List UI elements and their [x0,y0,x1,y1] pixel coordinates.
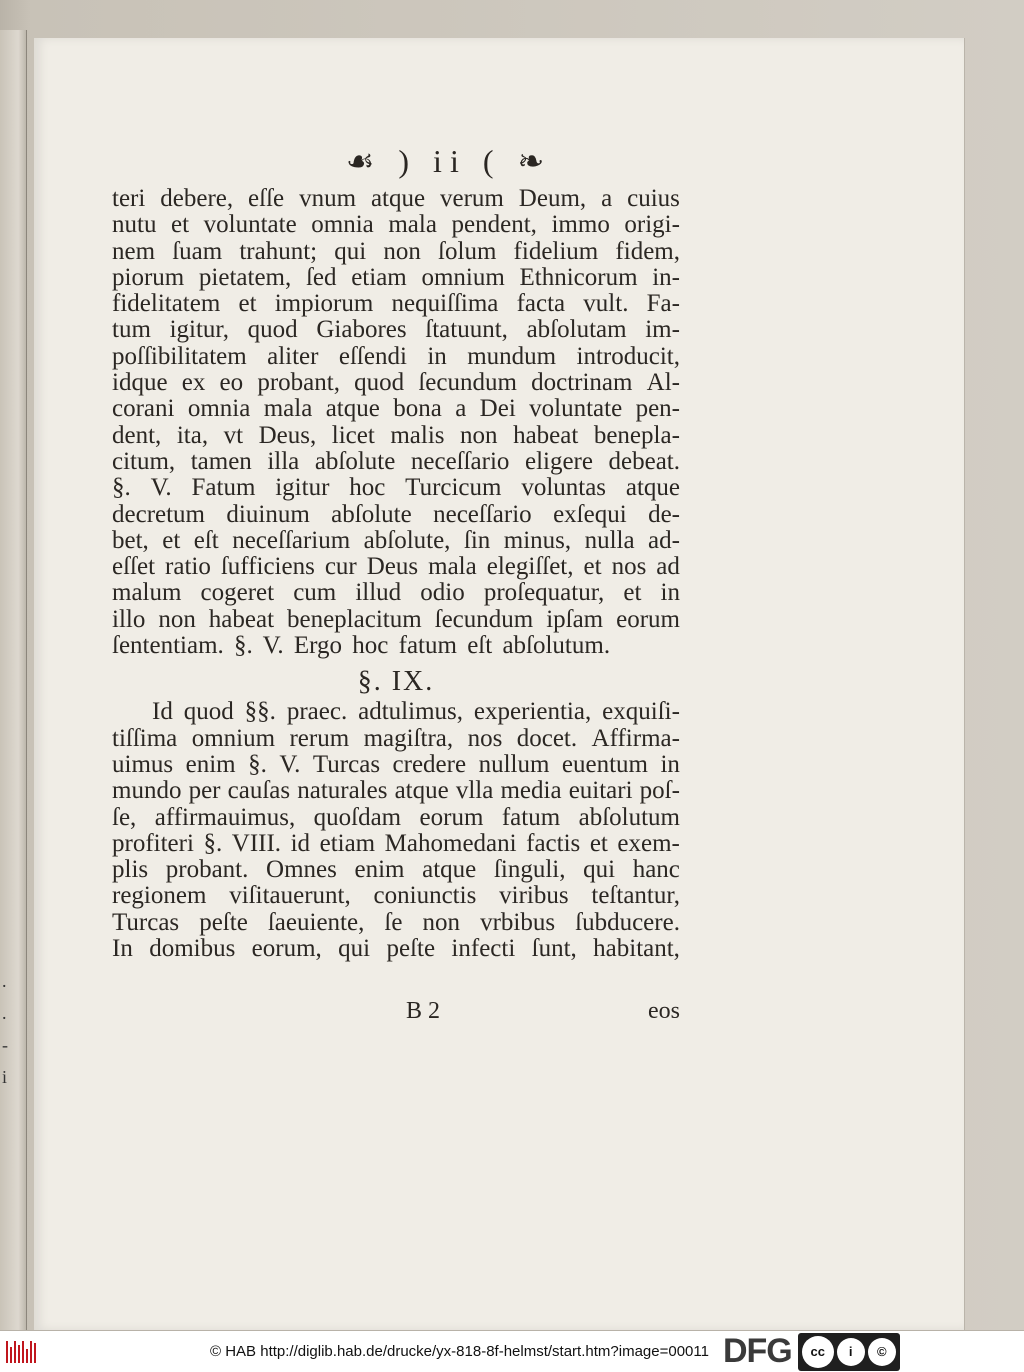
text-line: plis probant. Omnes enim atque ſinguli, qui hanc [112,856,680,884]
text-line: profiteri §. VIII. id etiam Mahomedani factis et exem- [112,829,680,857]
text-line: bet, et eſt neceſſarium abſolute, ſin minus, nulla ad- [112,526,680,554]
text-line: In domibus eorum, qui peſte infecti ſunt, habitant, [112,935,680,963]
section-heading: §. IX. [357,666,435,698]
text-line: nutu et voluntate omnia mala pendent, immo origi- [112,211,680,239]
share-alike-icon: © [868,1338,896,1366]
text-line: eſſet ratio ſufficiens cur Deus mala elegiſſet, et nos ad [112,553,680,581]
cc-by-sa-license-icon[interactable] [798,1333,900,1371]
page-footer [112,998,680,1024]
cc-icon: cc [802,1336,834,1368]
dfg-logo: DFG [722,1332,792,1370]
text-line: dent, ita, vt Deus, licet malis non habeat benepla- [112,421,680,449]
text-line: tiſſima omnium rerum magiſtra, nos docet. Affirma- [112,724,680,752]
copyright-link[interactable]: © HAB http://diglib.hab.de/drucke/yx-818-8f-helmst/start.htm?image=00011 [210,1343,709,1360]
text-line: teri debere, eſſe vnum atque verum Deum, a cuius [112,185,680,212]
text-line: citum, tamen illa abſolute neceſſario eligere debeat. [112,447,680,475]
text-line: regionem viſitauerunt, coniunctis viribus teſtantur, [112,882,680,910]
text-line: Turcas peſte ſaeuiente, ſe non vrbibus ſubducere. [112,908,680,936]
text-line: fidelitatem et impiorum nequiſſima facta vult. Fa- [112,290,680,318]
text-line: uimus enim §. V. Turcas credere nullum euentum in [112,750,680,778]
viewer-footer-bar [0,1330,1024,1372]
text-line: idque ex eo probant, quod ſecundum doctrinam Al- [112,369,680,397]
page-header: ☙ ) ii ( ❧ [345,143,553,179]
text-line: illo non habeat beneplacitum ſecundum ipſam eorum [112,605,680,633]
text-line: ſe, affirmauimus, quoſdam eorum fatum abſolutum [112,803,680,831]
text-line: §. V. Fatum igitur hoc Turcicum voluntas atque [112,474,680,502]
hab-logo-icon [6,1341,38,1363]
book-page [34,38,965,1330]
attribution-icon: i [837,1338,865,1366]
text-line: ſententiam. §. V. Ergo hoc fatum eſt abſolutum. [112,632,611,660]
text-line: corani omnia mala atque bona a Dei voluntate pen- [112,395,680,423]
text-line: nem ſuam trahunt; qui non ſolum fidelium fidem, [112,237,680,265]
text-line: decretum diuinum abſolute neceſſario exſequi de- [112,500,680,528]
previous-page-marks: . . - i [2,971,8,1087]
catchword: eos [648,998,680,1024]
text-line: poſſibilitatem aliter eſſendi in mundum introducit, [112,342,680,370]
text-line: piorum pietatem, ſed etiam omnium Ethnicorum in- [112,263,680,291]
text-line: mundo per cauſas naturales atque vlla media euitari poſ- [112,777,680,805]
previous-page-edge [0,30,27,1330]
text-line: malum cogeret cum illud odio proſequatur, et in [112,579,680,607]
body-text [112,186,680,962]
text-line: Id quod §§. praec. adtulimus, experientia, exquiſi- [152,698,680,726]
text-line: tum igitur, quod Giabores ſtatuunt, abſolutam im- [112,316,680,344]
signature-mark: B 2 [406,998,441,1024]
